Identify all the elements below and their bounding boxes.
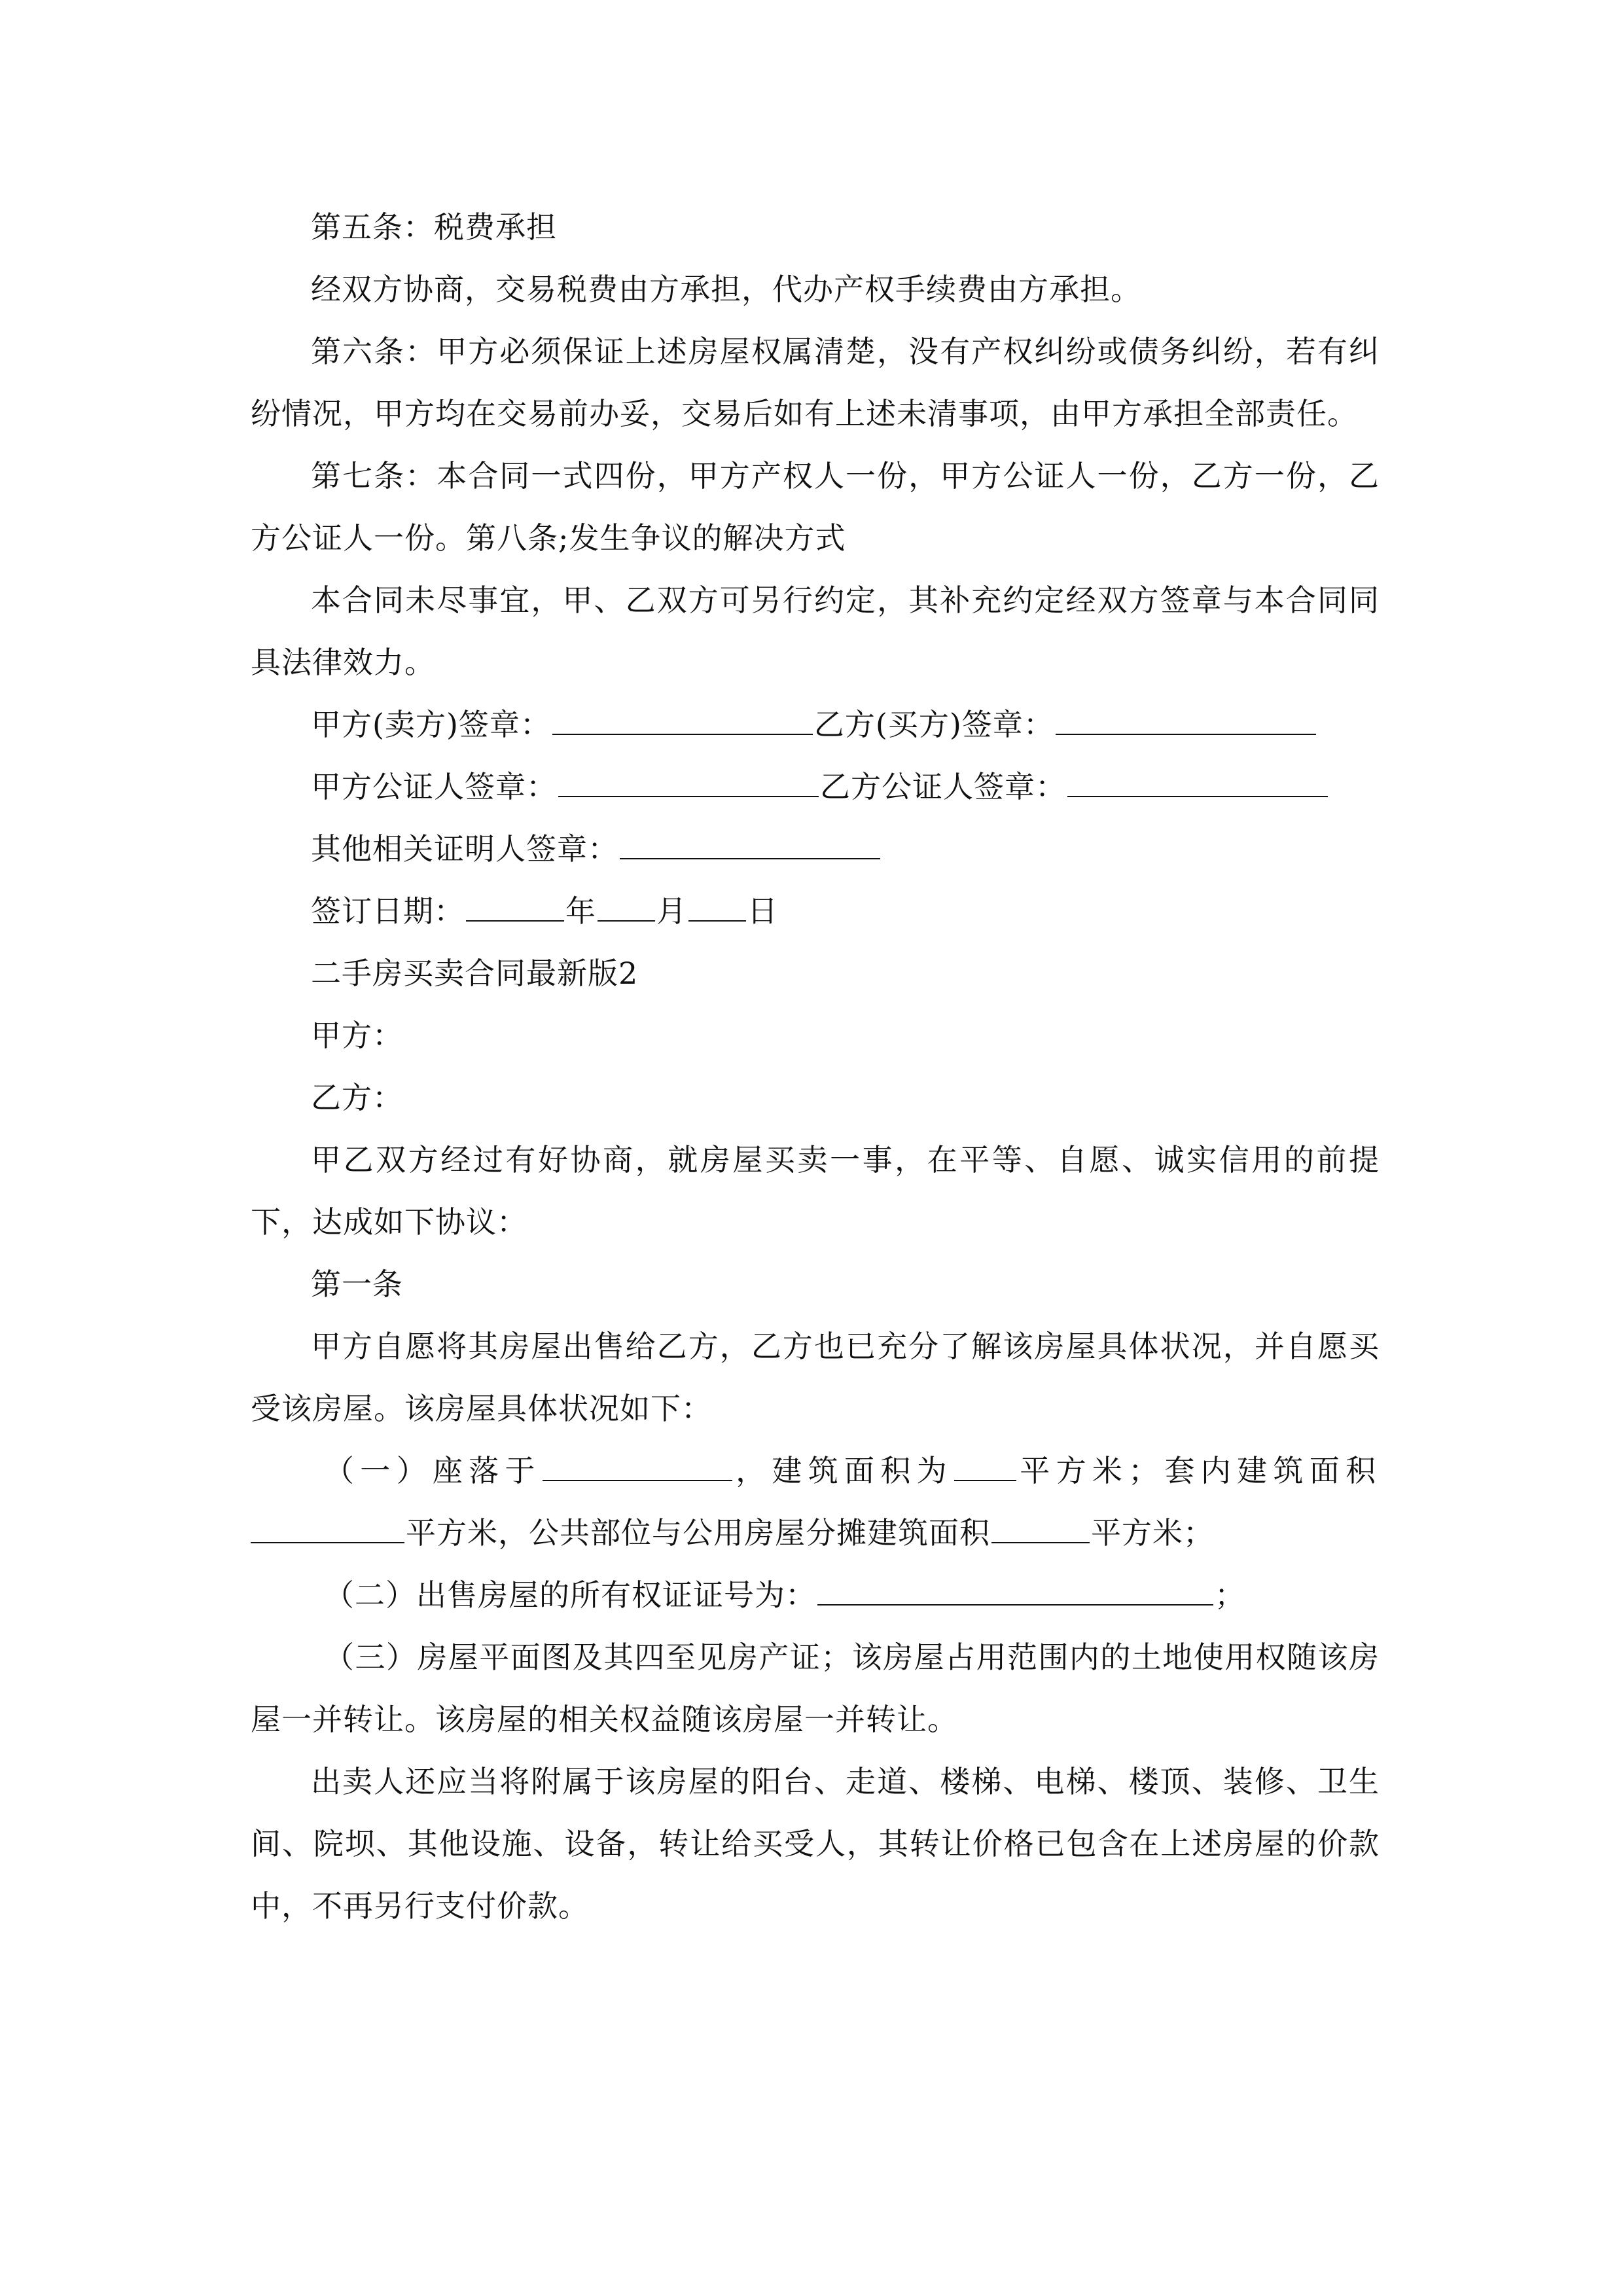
item-1-location-label: （一）座落于: [324, 1453, 541, 1488]
contract-2-intro: 甲乙双方经过有好协商，就房屋买卖一事，在平等、自愿、诚实信用的前提下，达成如下协议：: [251, 1142, 1380, 1240]
supplement-clause: 本合同未尽事宜，甲、乙双方可另行约定，其补充约定经双方签章与本合同同具法律效力。: [251, 583, 1380, 680]
location-blank[interactable]: [543, 1450, 732, 1481]
buyer-notary-signature-label: 乙方公证人签章：: [820, 769, 1066, 804]
property-details-item-3: （三）房屋平面图及其四至见房产证；该房屋占用范围内的土地使用权随该房屋一并转让。该房屋的相关权益随该房屋一并转让。: [251, 1640, 1380, 1737]
property-details-item-2: [251, 1564, 1380, 1626]
article-1-title: 第一条: [311, 1266, 403, 1302]
party-b-label: 乙方：: [311, 1080, 403, 1115]
building-area-blank[interactable]: [954, 1450, 1016, 1481]
seller-signature-label: 甲方(卖方)签章：: [311, 707, 551, 742]
other-witness-signature-blank[interactable]: [620, 828, 880, 859]
item-1-unit-label: 平方米；: [1091, 1515, 1214, 1551]
item-2-cert-label: （二）出售房屋的所有权证证号为：: [324, 1577, 816, 1613]
date-day-label: 日: [747, 893, 778, 929]
date-year-label: 年: [565, 893, 596, 929]
date-month-blank[interactable]: [597, 890, 655, 922]
article-5-body: 经双方协商，交易税费由方承担，代办产权手续费由方承担。: [311, 272, 1141, 307]
item-2-end: ；: [1215, 1577, 1245, 1613]
seller-notary-signature-label: 甲方公证人签章：: [311, 769, 557, 804]
item-1-shared-area-label: 平方米，公共部位与公用房屋分摊建筑面积: [406, 1515, 990, 1551]
item-1-area-label: ，建筑面积为: [733, 1453, 953, 1488]
shared-area-blank[interactable]: [991, 1512, 1090, 1543]
item-1-inner-area-label: 平方米；套内建筑面积: [1017, 1453, 1380, 1488]
signature-row-other: [251, 818, 1380, 880]
contract-2-title: 二手房买卖合同最新版2: [311, 956, 639, 991]
other-witness-signature-label: 其他相关证明人签章：: [311, 831, 618, 867]
signature-row-parties: [251, 694, 1380, 756]
inner-area-blank[interactable]: [251, 1512, 404, 1543]
article-7: 第七条：本合同一式四份，甲方产权人一份，甲方公证人一份，乙方一份，乙方公证人一份。第八条;发生争议的解决方式: [251, 458, 1380, 556]
article-1-body: 甲方自愿将其房屋出售给乙方，乙方也已充分了解该房屋具体状况，并自愿买受该房屋。该房屋具体状况如下：: [251, 1329, 1380, 1426]
party-a-label: 甲方：: [311, 1018, 403, 1053]
date-day-blank[interactable]: [688, 890, 746, 922]
buyer-signature-blank[interactable]: [1056, 704, 1316, 735]
buyer-signature-label: 乙方(买方)签章：: [813, 707, 1054, 742]
buyer-notary-signature-blank[interactable]: [1067, 766, 1328, 797]
article-5-title: 第五条：税费承担: [311, 209, 557, 245]
signing-date-row: [251, 880, 1380, 942]
document-body: [251, 196, 1380, 1937]
attachments-clause: 出卖人还应当将附属于该房屋的阳台、走道、楼梯、电梯、楼顶、装修、卫生间、院坝、其他设施、设备，转让给买受人，其转让价格已包含在上述房屋的价款中，不再另行支付价款。: [251, 1764, 1380, 1924]
seller-signature-blank[interactable]: [552, 704, 813, 735]
date-month-label: 月: [656, 893, 687, 929]
certificate-number-blank[interactable]: [817, 1574, 1213, 1605]
date-year-blank[interactable]: [466, 890, 564, 922]
property-details-item-1: [251, 1440, 1380, 1564]
seller-notary-signature-blank[interactable]: [558, 766, 819, 797]
article-6: 第六条：甲方必须保证上述房屋权属清楚，没有产权纠纷或债务纠纷，若有纠纷情况，甲方均在交易前办妥，交易后如有上述未清事项，由甲方承担全部责任。: [251, 334, 1380, 431]
signing-date-label: 签订日期：: [311, 893, 465, 929]
signature-row-notaries: [251, 756, 1380, 818]
